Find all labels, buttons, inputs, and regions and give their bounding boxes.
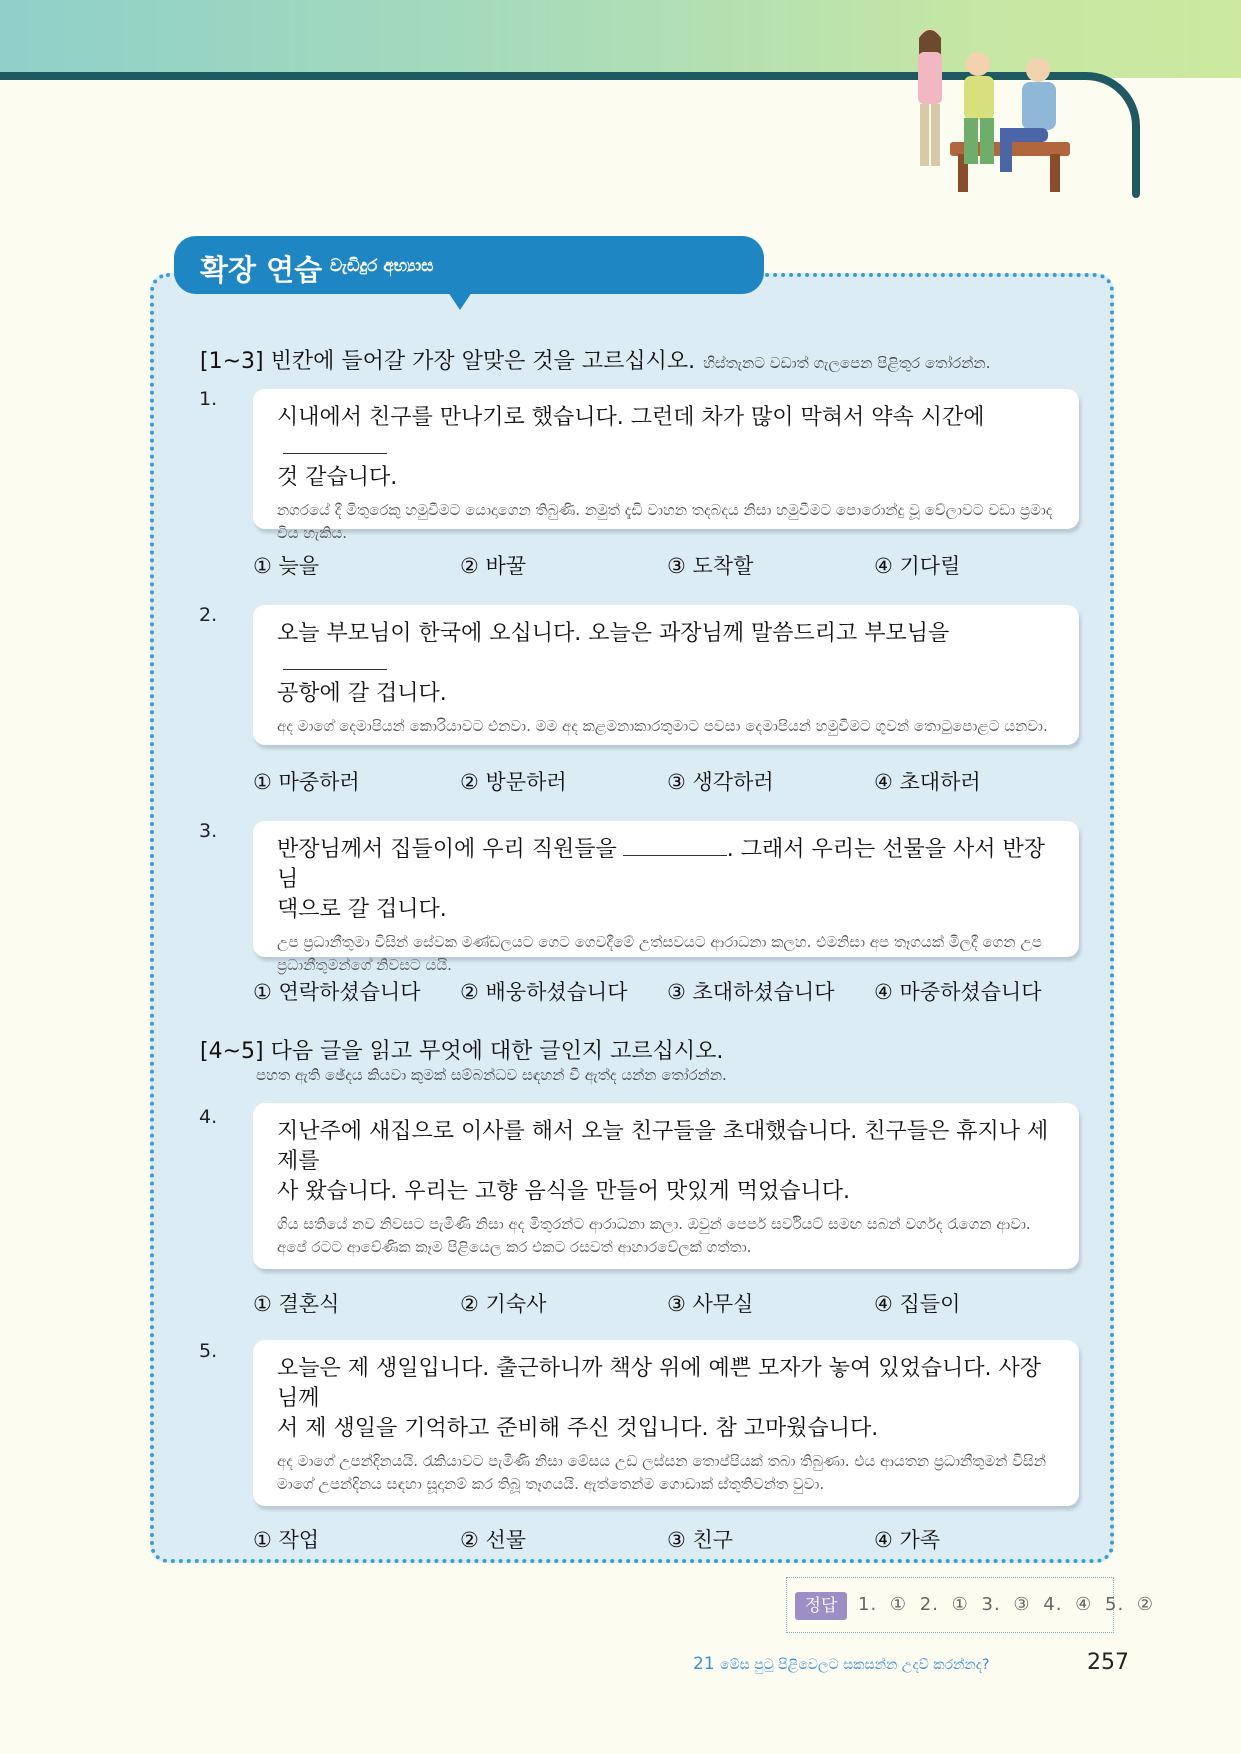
question-text-line-2: 사 왔습니다. 우리는 고향 음식을 만들어 맛있게 먹었습니다. — [277, 1179, 850, 1204]
option-4[interactable]: ④ 집들이 — [874, 1292, 961, 1316]
option-3[interactable]: ③ 초대하셨습니다 — [667, 980, 835, 1004]
question-text-si: නගරයේ දී මිතුරෙකු හමුවීමට යොදාගෙන තිබුණි. නමුත් දැඩි වාහන තදබදය නිසා හමුවීමට පොරොන්දු වූ වේලාවට වඩා ප්‍රමාද විය හැකිය. — [277, 501, 1053, 542]
option-3[interactable]: ③ 사무실 — [667, 1292, 754, 1316]
header-frame-line-tail — [1132, 140, 1140, 198]
answer-key-label: 정답 — [795, 1592, 847, 1620]
question-text-line-1: 반장님께서 집들이에 우리 직원들을 — [277, 837, 617, 862]
answer-blank — [623, 835, 727, 856]
option-1[interactable]: ① 결혼식 — [253, 1292, 340, 1316]
section-subtitle: වැඩිදුර අභ්‍යාස — [330, 256, 434, 276]
option-1[interactable]: ① 마중하러 — [253, 770, 360, 794]
question-text-line-1: 오늘은 제 생일입니다. 출근하니까 책상 위에 예쁜 모자가 놓여 있었습니다. 사장님께 — [277, 1356, 1041, 1411]
option-1[interactable]: ① 늦을 — [253, 554, 320, 578]
options-row — [253, 766, 1083, 796]
option-1[interactable]: ① 연락하셨습니다 — [253, 980, 421, 1004]
option-3[interactable]: ③ 친구 — [667, 1528, 734, 1552]
question-number: 3. — [199, 820, 218, 842]
instruction-1-3-ko: [1~3] 빈칸에 들어갈 가장 알맞은 것을 고르십시오. — [200, 349, 696, 374]
footer-chapter — [693, 1654, 989, 1674]
question-text-ko — [277, 1117, 1055, 1207]
options-row — [253, 1288, 1083, 1318]
question-text-si: අද මාගේ දෙමාපියන් කොරියාවට එනවා. මම අද කළමනාකාරතුමාට පවසා දෙමාපියන් හමුවීමට ගුවන් තොටුපොළට යනවා. — [277, 717, 1048, 735]
question-text-si: උප ප්‍රධානීතුමා විසින් සේවක මණ්ඩලයට ගෙට ගෙවදීමේ උත්සවයට ආරාධනා කලහ. එමනිසා අප තෑගයක් මිලදී ගෙන උප ප්‍රධානීතුමන්ගේ නිවසට යයි. — [277, 933, 1042, 974]
question-number: 1. — [199, 388, 218, 410]
question-card — [253, 605, 1079, 745]
option-4[interactable]: ④ 초대하러 — [874, 770, 981, 794]
options-row — [253, 550, 1083, 580]
question-text-line-2: 댁으로 갈 겁니다. — [277, 897, 447, 922]
instruction-1-3-si: හිස්තැනට වඩාත් ගැලපෙන පිළිතුර තෝරන්න. — [703, 354, 991, 372]
options-row — [253, 1524, 1083, 1554]
answer-blank — [283, 649, 387, 670]
instruction-1-3 — [200, 344, 990, 375]
question-text-ko — [277, 1354, 1055, 1444]
options-row — [253, 976, 1083, 1006]
question-text-line-2: 공항에 갈 겁니다. — [277, 681, 447, 706]
question-number: 4. — [199, 1106, 218, 1128]
option-2[interactable]: ② 바꿀 — [460, 554, 527, 578]
question-text-line-1b: . 그래서 우리는 선물을 사서 반장님 — [277, 837, 1046, 892]
option-3[interactable]: ③ 생각하러 — [667, 770, 774, 794]
option-4[interactable]: ④ 마중하셨습니다 — [874, 980, 1042, 1004]
question-text-ko — [277, 835, 1055, 925]
question-text-line-2: 것 같습니다. — [277, 465, 398, 490]
question-text-line-1: 지난주에 새집으로 이사를 해서 오늘 친구들을 초대했습니다. 친구들은 휴지나 세제를 — [277, 1119, 1049, 1174]
answer-key-text: 1. ① 2. ① 3. ③ 4. ④ 5. ② — [858, 1594, 1155, 1615]
option-4[interactable]: ④ 기다릴 — [874, 554, 961, 578]
people-on-bench-illustration — [900, 14, 1090, 204]
page-number: 257 — [1087, 1650, 1129, 1675]
question-text-ko — [277, 403, 1055, 493]
option-4[interactable]: ④ 가족 — [874, 1528, 941, 1552]
question-card — [253, 389, 1079, 542]
section-tab-pointer — [448, 292, 472, 310]
footer-chapter-title: මේස පුටු පිළිවෙලට සකසන්න උදව් කරන්නද? — [720, 1657, 990, 1673]
question-card — [253, 821, 1079, 974]
option-2[interactable]: ② 기숙사 — [460, 1292, 547, 1316]
answer-blank — [283, 433, 387, 454]
option-2[interactable]: ② 방문하러 — [460, 770, 567, 794]
option-2[interactable]: ② 배웅하셨습니다 — [460, 980, 628, 1004]
question-text-ko — [277, 619, 1055, 709]
option-1[interactable]: ① 작업 — [253, 1528, 320, 1552]
question-number: 2. — [199, 604, 218, 626]
instruction-4-5-si: පහත ඇති ඡේදය කියවා කුමක් සම්බන්ධව සඳහන් වී ඇත්ද යන්න තෝරන්න. — [256, 1066, 727, 1084]
question-text-si: අද මාගේ උපන්දිනයයි. රැකියාවට පැමිණි නිසා මේසය උඩ ලස්සන තොප්පියක් තබා තිබුණා. එය ආයතන ප්‍රධානීතුමන් විසින් මාගේ උපන්දිනය සඳහා සූදානම් කර තිබූ තෑගයයි. ඇත්තෙන්ම ගොඩාක් ස්තුතිවන්ත වුවා. — [277, 1452, 1046, 1493]
option-2[interactable]: ② 선물 — [460, 1528, 527, 1552]
question-text-line-2: 서 제 생일을 기억하고 준비해 주신 것입니다. 참 고마웠습니다. — [277, 1416, 879, 1441]
question-card — [253, 1340, 1079, 1506]
question-card — [253, 1103, 1079, 1269]
instruction-4-5: [4~5] 다음 글을 읽고 무엇에 대한 글인지 고르십시오. — [200, 1039, 724, 1064]
section-title: 확장 연습 — [200, 253, 323, 287]
question-text-line-1: 오늘 부모님이 한국에 오십니다. 오늘은 과장님께 말씀드리고 부모님을 — [277, 621, 950, 646]
option-3[interactable]: ③ 도착할 — [667, 554, 754, 578]
question-number: 5. — [199, 1340, 218, 1362]
footer-chapter-number: 21 — [693, 1654, 715, 1674]
question-text-si: ගිය සතියේ නව නිවසට පැමිණි නිසා අද මිතුරන්ට ආරාධනා කලා. ඔවුන් පෙපර් සර්වියට් සමඟ සබන් වර්ගද රැගෙන ආවා. අපේ රටට ආවේණික කෑම පිළියෙල කර එකට රසවත් ආහාරවේලක් ගත්තා. — [277, 1215, 1031, 1256]
question-text-line-1: 시내에서 친구를 만나기로 했습니다. 그런데 차가 많이 막혀서 약속 시간에 — [277, 405, 985, 430]
